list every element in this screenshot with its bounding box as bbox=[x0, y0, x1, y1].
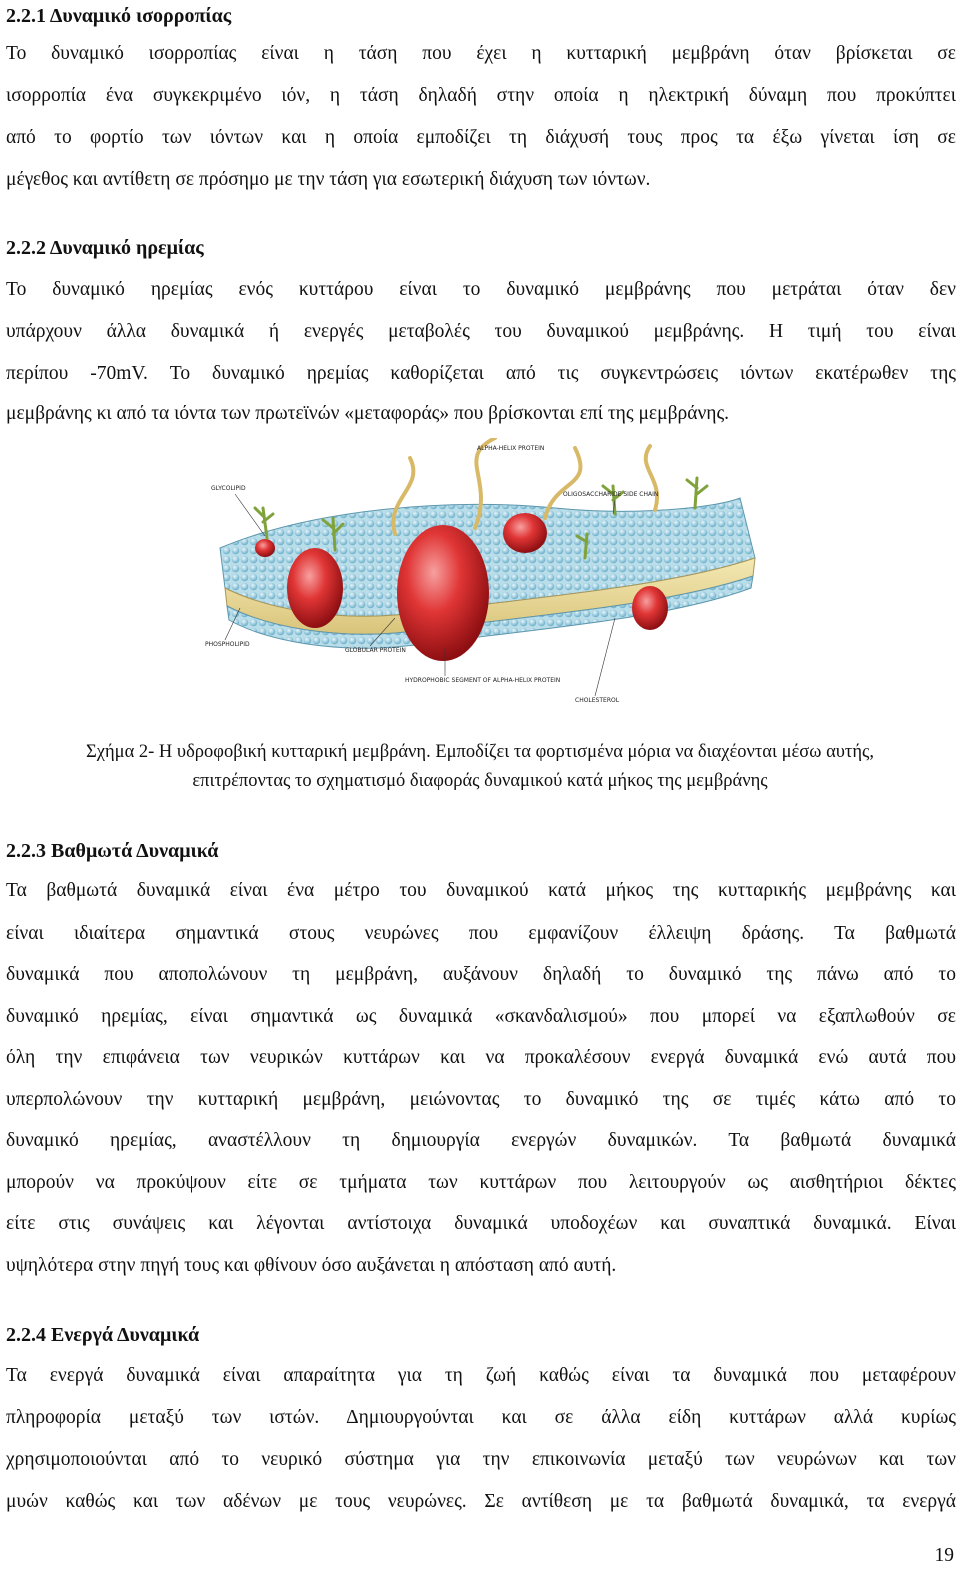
label-phospholipid: PHOSPHOLIPID bbox=[205, 641, 250, 648]
paragraph-line: δυναμικό ηρεμίας, είναι σημαντικά ως δυναμικά «σκανδαλισμού» που μπορεί να εξαπλωθούν σε bbox=[6, 1006, 956, 1027]
paragraph-line: δυναμικά που αποπολώνουν τη μεμβράνη, αυξάνουν δηλαδή το δυναμικό της πάνω από το bbox=[6, 964, 956, 985]
cell-membrane-illustration bbox=[195, 438, 765, 726]
paragraph-line: Το δυναμικό ισορροπίας είναι η τάση που έχει η κυτταρική μεμβράνη όταν βρίσκεται σε bbox=[6, 43, 956, 64]
figure-caption-line: Σχήμα 2- Η υδροφοβική κυτταρική μεμβράνη. Εμποδίζει τα φορτισμένα μόρια να διαχέονται μέσω αυτής, bbox=[86, 742, 874, 762]
label-alpha-helix-top: ALPHA-HELIX PROTEIN bbox=[477, 445, 545, 452]
paragraph-line: χρησιμοποιούνται από το νευρικό σύστημα για την επικοινωνία μεταξύ των νευρώνων και των bbox=[6, 1449, 956, 1470]
figure-caption-line: επιτρέποντας το σχηματισμό διαφοράς δυναμικού κατά μήκος της μεμβράνης bbox=[192, 771, 768, 791]
paragraph-line: μπορούν να προκύψουν είτε σε τμήματα των κυττάρων που λειτουργούν ως αισθητήριοι δέκτες bbox=[6, 1172, 956, 1193]
page-number: 19 bbox=[934, 1545, 954, 1566]
section-heading-2-2-3: 2.2.3 Βαθμωτά Δυναμικά bbox=[6, 840, 219, 862]
label-oligosaccharide: OLIGOSACCHARIDE SIDE CHAIN bbox=[563, 491, 659, 498]
section-heading-2-2-1: 2.2.1 Δυναμικό ισορροπίας bbox=[6, 5, 232, 27]
paragraph-line: υψηλότερα στην πηγή τους και φθίνουν όσο αυξάνεται η απόσταση από αυτή. bbox=[6, 1255, 617, 1276]
paragraph-line: είτε στις συνάψεις και λέγονται αντίστοιχα δυναμικά υποδοχέων και συναπτικά δυναμικά. Είναι bbox=[6, 1213, 956, 1234]
cell-membrane-figure bbox=[195, 438, 765, 726]
paragraph-line: πληροφορία μεταξύ των ιστών. Δημιουργούνται και σε άλλα είδη κυττάρων αλλά κυρίως bbox=[6, 1407, 956, 1428]
paragraph-line: Τα βαθμωτά δυναμικά είναι ένα μέτρο του δυναμικού κατά μήκος της κυτταρικής μεμβράνης και bbox=[6, 880, 956, 901]
paragraph-line: από το φορτίο των ιόντων και η οποία εμποδίζει τη διάχυσή τους προς τα έξω γίνεται ίση σε bbox=[6, 127, 956, 148]
section-heading-2-2-2: 2.2.2 Δυναμικό ηρεμίας bbox=[6, 237, 204, 259]
paragraph-line: Τα ενεργά δυναμικά είναι απαραίτητα για τη ζωή καθώς είναι τα δυναμικά που μεταφέρουν bbox=[6, 1365, 956, 1386]
paragraph-line: δυναμικό ηρεμίας, αναστέλλουν τη δημιουργία ενεργών δυναμικών. Τα βαθμωτά δυναμικά bbox=[6, 1130, 956, 1151]
paragraph-line: ισορροπία ένα συγκεκριμένο ιόν, η τάση δηλαδή στην οποία η ηλεκτρική δύναμη που προκύπτει bbox=[6, 85, 956, 106]
paragraph-line: μεμβράνης κι από τα ιόντα των πρωτεϊνών «μεταφοράς» που βρίσκονται επί της μεμβράνης. bbox=[6, 403, 730, 424]
label-cholesterol: CHOLESTEROL bbox=[575, 697, 620, 704]
label-globular-protein: GLOBULAR PROTEIN bbox=[345, 647, 406, 654]
label-hydrophobic: HYDROPHOBIC SEGMENT OF ALPHA-HELIX PROTEIN bbox=[405, 677, 561, 684]
paragraph-line: είναι ιδιαίτερα σημαντικά στους νευρώνες που εμφανίζουν έλλειψη δράσης. Τα βαθμωτά bbox=[6, 923, 956, 944]
paragraph-line: μυών καθώς και των αδένων με τους νευρώνες. Σε αντίθεση με τα βαθμωτά δυναμικά, τα ενεργά bbox=[6, 1491, 956, 1512]
label-glycolipid: GLYCOLIPID bbox=[211, 485, 246, 492]
section-heading-2-2-4: 2.2.4 Ενεργά Δυναμικά bbox=[6, 1324, 200, 1346]
paragraph-line: περίπου -70mV. Το δυναμικό ηρεμίας καθορίζεται από τις συγκεντρώσεις ιόντων εκατέρωθεν της bbox=[6, 363, 956, 384]
paragraph-line: Το δυναμικό ηρεμίας ενός κυττάρου είναι το δυναμικό μεμβράνης που μετράται όταν δεν bbox=[6, 279, 956, 300]
paragraph-line: όλη την επιφάνεια των νευρικών κυττάρων και να προκαλέσουν ενεργά δυναμικά ενώ αυτά που bbox=[6, 1047, 956, 1068]
paragraph-line: υπερπολώνουν την κυτταρική μεμβράνη, μειώνοντας το δυναμικό της σε τιμές κάτω από το bbox=[6, 1089, 956, 1110]
paragraph-line: υπάρχουν άλλα δυναμικά ή ενεργές μεταβολές του δυναμικού μεμβράνης. Η τιμή του είναι bbox=[6, 321, 956, 342]
paragraph-line: μέγεθος και αντίθετη σε πρόσημο με την τάση για εσωτερική διάχυση των ιόντων. bbox=[6, 169, 651, 190]
